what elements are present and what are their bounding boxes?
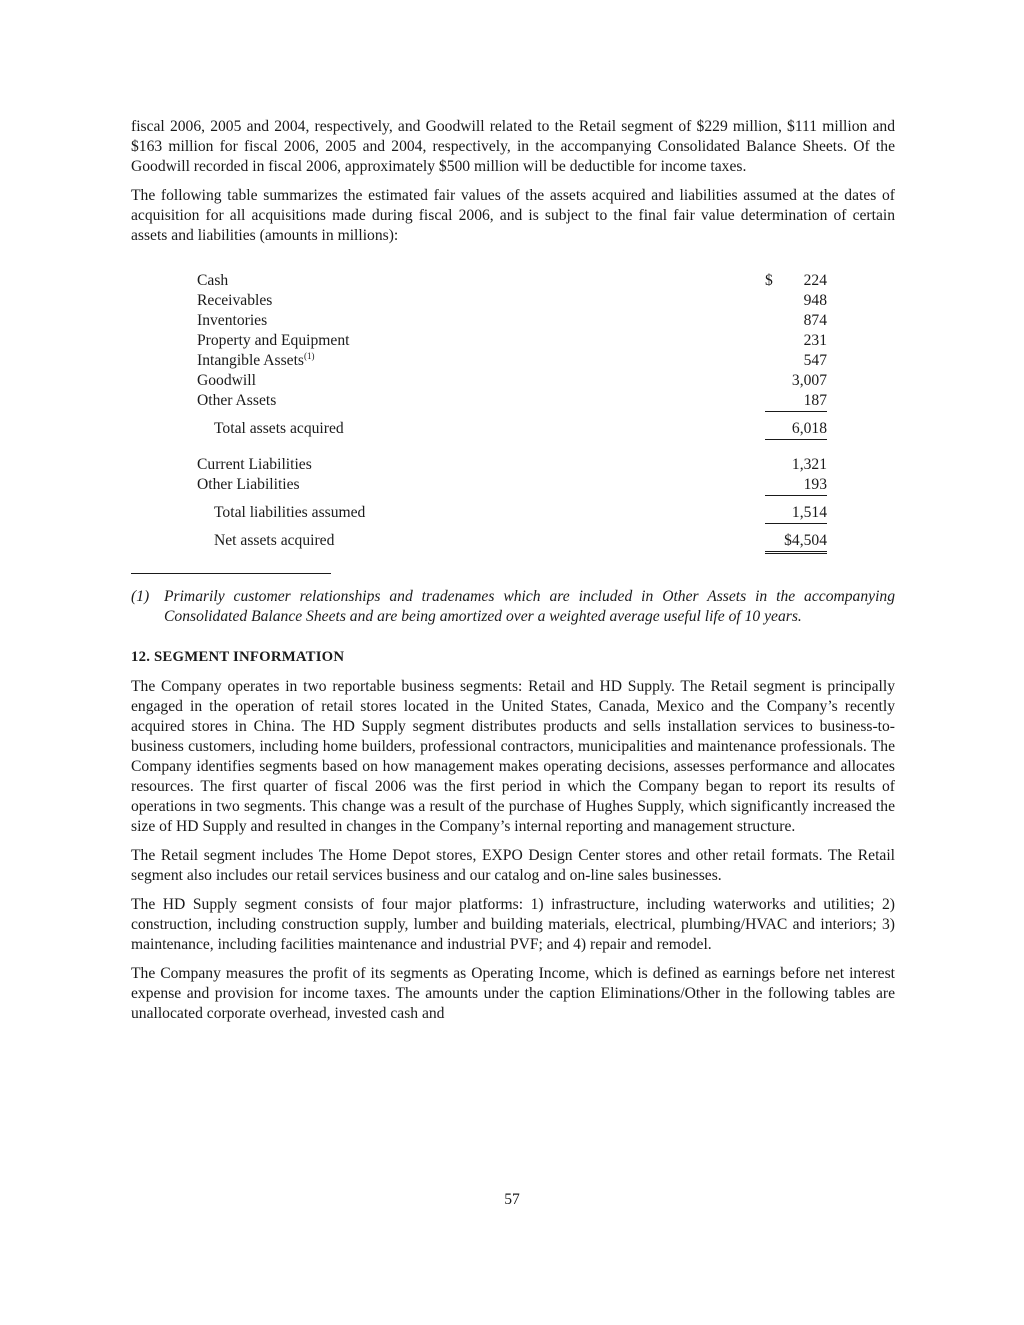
segment-paragraph-1: The Company operates in two reportable business segments: Retail and HD Supply. The Retail segment is principally engaged in the operation of retail stores located in the United States, Canada, Mexico and the Company’s recently acquired stores in China. The HD Supply segment distributes products and sells installation services to business-to-business customers, including home builders, professional contractors, municipalities and maintenance professionals. The Company identifies segments based on how management makes operating decisions, assesses performance and allocates resources. The first quarter of fiscal 2006 was the first period in which the Company began to report its results of operations in two segments. This change was a result of the purchase of Hughes Supply, which significantly increased the size of HD Supply and resulted in changes in the Company’s internal reporting and management structure. [131,678,895,835]
table-row [197,311,827,331]
row-label: Intangible Assets$^{(1)}$ [197,351,315,369]
table-row [197,351,827,371]
table-row [197,475,827,496]
row-value: 193 [775,475,827,496]
row-value: 231 [803,332,827,349]
footnote-ref: (1) [303,351,315,361]
acquisition-fair-value-table [197,271,827,554]
table-row [197,371,827,391]
footnote-mark: (1) [131,588,150,605]
row-value: 874 [803,312,827,329]
table-row [197,440,827,476]
footnote-text: Primarily customer relationships and tradenames which are included in Other Assets in the accompanying Consolidated Balance Sheets and are being amortized over a weighted average useful life of 10 years. [164,588,895,625]
intro-paragraph-1: fiscal 2006, 2005 and 2004, respectively, and Goodwill related to the Retail segment of $229 million, $111 million and $163 million for fiscal 2006, 2005 and 2004, respectively, in the accompanying Consolidated Balance Sheets. Of the Goodwill recorded in fiscal 2006, approximately $500 million will be deductible for income taxes. [131,118,895,175]
row-value: 187 [775,391,827,412]
row-value: 3,007 [791,372,827,389]
row-label: Current Liabilities [197,455,312,473]
table-row [197,291,827,311]
total-liabilities-row [197,496,827,524]
row-value: 547 [803,352,827,369]
page-number: 57 [504,1191,520,1208]
footnote [131,587,895,627]
row-label: Total liabilities assumed [214,503,366,521]
segment-paragraph-3: The HD Supply segment consists of four major platforms: 1) infrastructure, including waterworks and utilities; 2) construction, including construction supply, lumber and building materials, electrical, plumbing/HVAC and interiors; 3) maintenance, including facilities maintenance and industrial PVF; and 4) repair and remodel. [131,896,895,953]
row-label: Total assets acquired [214,419,344,437]
section-heading: 12. SEGMENT INFORMATION [131,649,345,665]
row-value: 948 [803,292,827,309]
row-label: Other Liabilities [197,476,300,493]
table-row [197,271,827,291]
row-label: Net assets acquired [214,531,335,549]
segment-paragraph-4: The Company measures the profit of its segments as Operating Income, which is defined as earnings before net interest expense and provision for income taxes. The amounts under the caption Eliminations/Other in the following tables are unallocated corporate overhead, invested cash and [131,965,895,1022]
row-label: Property and Equipment [197,332,350,349]
row-label: Inventories [197,312,268,329]
table-row [197,331,827,351]
row-label: Receivables [197,292,273,309]
row-label: Goodwill [197,372,256,389]
row-label: Other Assets [197,392,277,409]
row-value: 1,321 [791,456,827,473]
intro-paragraph-2: The following table summarizes the estimated fair values of the assets acquired and liabilities assumed at the dates of acquisition for all acquisitions made during fiscal 2006, and is subject to the final fair value determination of certain assets and liabilities (amounts in millions): [131,187,895,244]
net-assets-row [197,524,827,553]
table-row [197,391,827,412]
row-value: $4,504 [775,524,827,553]
total-assets-row [197,412,827,440]
footnote-divider [131,573,331,574]
row-label: Cash [197,272,229,289]
row-value: 224 [803,272,827,289]
segment-paragraph-2: The Retail segment includes The Home Depot stores, EXPO Design Center stores and other retail formats. The Retail segment also includes our retail services business and our catalog and on-line sales businesses. [131,847,895,884]
row-value: 6,018 [775,412,827,440]
dollar-sign: $ [765,272,773,289]
row-value: 1,514 [775,496,827,524]
document-page [131,117,895,1024]
